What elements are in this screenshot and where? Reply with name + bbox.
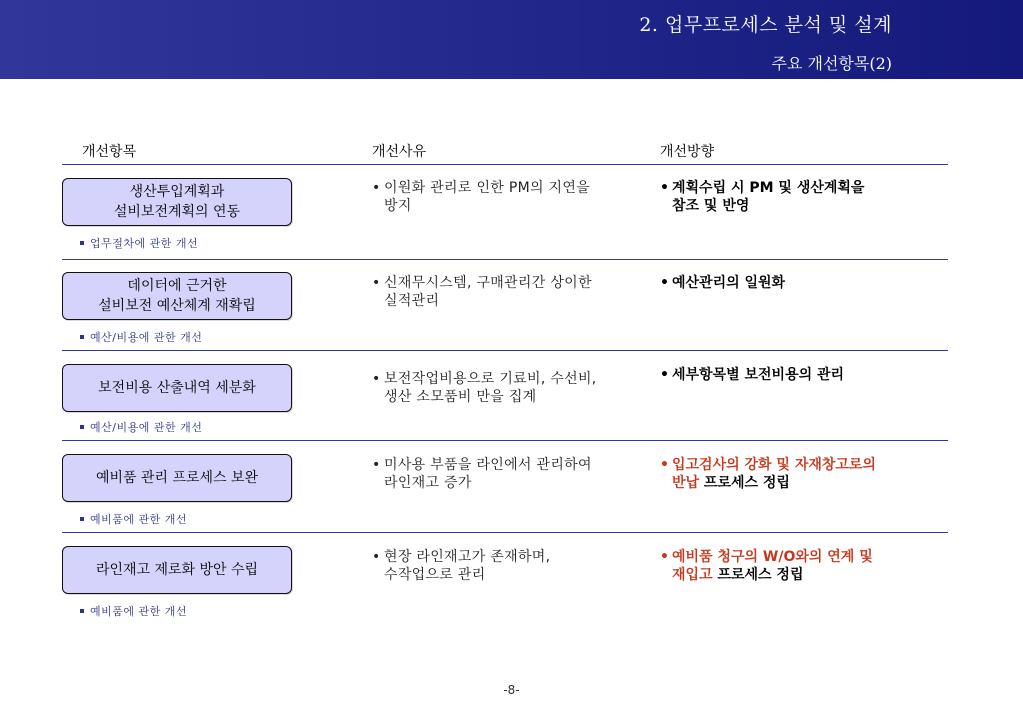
square-bullet-icon bbox=[80, 335, 84, 339]
bullet-icon: • bbox=[372, 457, 381, 473]
category-note bbox=[80, 511, 187, 527]
improvement-item-label: 라인재고 제로화 방안 수립 bbox=[95, 562, 259, 578]
header-banner bbox=[0, 0, 1023, 79]
bullet-icon: • bbox=[372, 275, 381, 291]
reason-text: 이원화 관리로 인한 PM의 지연을 방지 bbox=[384, 180, 591, 214]
bullet-icon: • bbox=[660, 367, 669, 383]
row-rule bbox=[62, 532, 948, 533]
category-note-label: 예비품에 관한 개선 bbox=[90, 513, 188, 526]
square-bullet-icon bbox=[80, 517, 84, 521]
improvement-item-label: 생산투입계획과 설비보전계획의 연동 bbox=[113, 184, 241, 220]
category-note bbox=[80, 329, 202, 345]
square-bullet-icon bbox=[80, 241, 84, 245]
square-bullet-icon bbox=[80, 425, 84, 429]
bullet-icon: • bbox=[660, 549, 669, 565]
direction-text: 예산관리의 일원화 bbox=[672, 275, 786, 291]
category-note-label: 예산/비용에 관한 개선 bbox=[90, 331, 203, 344]
improvement-item-label: 예비품 관리 프로세스 보완 bbox=[95, 470, 259, 486]
table-row bbox=[0, 538, 1023, 628]
direction-text: 프로세스 정립 bbox=[712, 567, 804, 583]
page-subtitle: 주요 개선항목(2) bbox=[771, 54, 892, 73]
reason-cell bbox=[372, 179, 637, 215]
improvement-item-label: 보전비용 산출내역 세분화 bbox=[98, 380, 256, 396]
category-note-label: 예비품에 관한 개선 bbox=[90, 605, 188, 618]
direction-cell bbox=[660, 548, 920, 584]
improvement-item-box bbox=[62, 272, 292, 320]
improvement-item-box bbox=[62, 454, 292, 502]
reason-text: 신재무시스템, 구매관리간 상이한 실적관리 bbox=[384, 275, 592, 309]
column-header-direction: 개선방향 bbox=[660, 144, 715, 160]
reason-cell bbox=[372, 370, 637, 406]
improvement-item-box bbox=[62, 364, 292, 412]
bullet-icon: • bbox=[372, 549, 381, 565]
page-number: -8- bbox=[503, 683, 520, 697]
direction-text: 세부항목별 보전비용의 관리 bbox=[672, 367, 845, 383]
row-rule bbox=[62, 350, 948, 351]
direction-text: 프로세스 정립 bbox=[699, 475, 790, 491]
reason-text: 보전작업비용으로 기료비, 수선비, 생산 소모품비 만을 집계 bbox=[384, 371, 597, 405]
bullet-icon: • bbox=[660, 275, 669, 291]
direction-text-highlight: 예비품 청구의 W/O와의 연계 및 재입고 bbox=[672, 549, 873, 583]
direction-cell bbox=[660, 456, 920, 492]
page-title: 2. 업무프로세스 분석 및 설계 bbox=[639, 14, 892, 36]
row-rule bbox=[62, 440, 948, 441]
direction-text: 계획수립 시 PM 및 생산계획을 참조 및 반영 bbox=[672, 180, 865, 214]
reason-cell bbox=[372, 274, 637, 310]
table-row bbox=[0, 446, 1023, 536]
direction-text-highlight: 입고검사의 강화 및 자재창고로의 반납 bbox=[672, 457, 876, 491]
table-row bbox=[0, 356, 1023, 446]
reason-text: 현장 라인재고가 존재하며, 수작업으로 관리 bbox=[384, 549, 551, 583]
direction-cell bbox=[660, 274, 920, 292]
category-note bbox=[80, 419, 202, 435]
category-note-label: 예산/비용에 관한 개선 bbox=[90, 421, 203, 434]
table-row bbox=[0, 264, 1023, 354]
reason-text: 미사용 부품을 라인에서 관리하여 라인재고 증가 bbox=[384, 457, 592, 491]
reason-cell bbox=[372, 456, 637, 492]
column-header-reason: 개선사유 bbox=[372, 144, 427, 160]
bullet-icon: • bbox=[372, 371, 381, 387]
improvement-item-box bbox=[62, 178, 292, 226]
square-bullet-icon bbox=[80, 609, 84, 613]
bullet-icon: • bbox=[660, 457, 669, 473]
category-note bbox=[80, 235, 198, 251]
bullet-icon: • bbox=[372, 180, 381, 196]
row-rule bbox=[62, 259, 948, 260]
direction-cell bbox=[660, 366, 920, 384]
category-note bbox=[80, 603, 187, 619]
category-note-label: 업무절차에 관한 개선 bbox=[90, 237, 199, 250]
header-rule bbox=[62, 164, 948, 165]
table-row bbox=[0, 170, 1023, 260]
improvement-item-label: 데이터에 근거한 설비보전 예산체계 재확립 bbox=[98, 278, 256, 314]
reason-cell bbox=[372, 548, 637, 584]
direction-cell bbox=[660, 179, 920, 215]
improvement-item-box bbox=[62, 546, 292, 594]
bullet-icon: • bbox=[660, 180, 669, 196]
column-header-item: 개선항목 bbox=[82, 144, 137, 160]
